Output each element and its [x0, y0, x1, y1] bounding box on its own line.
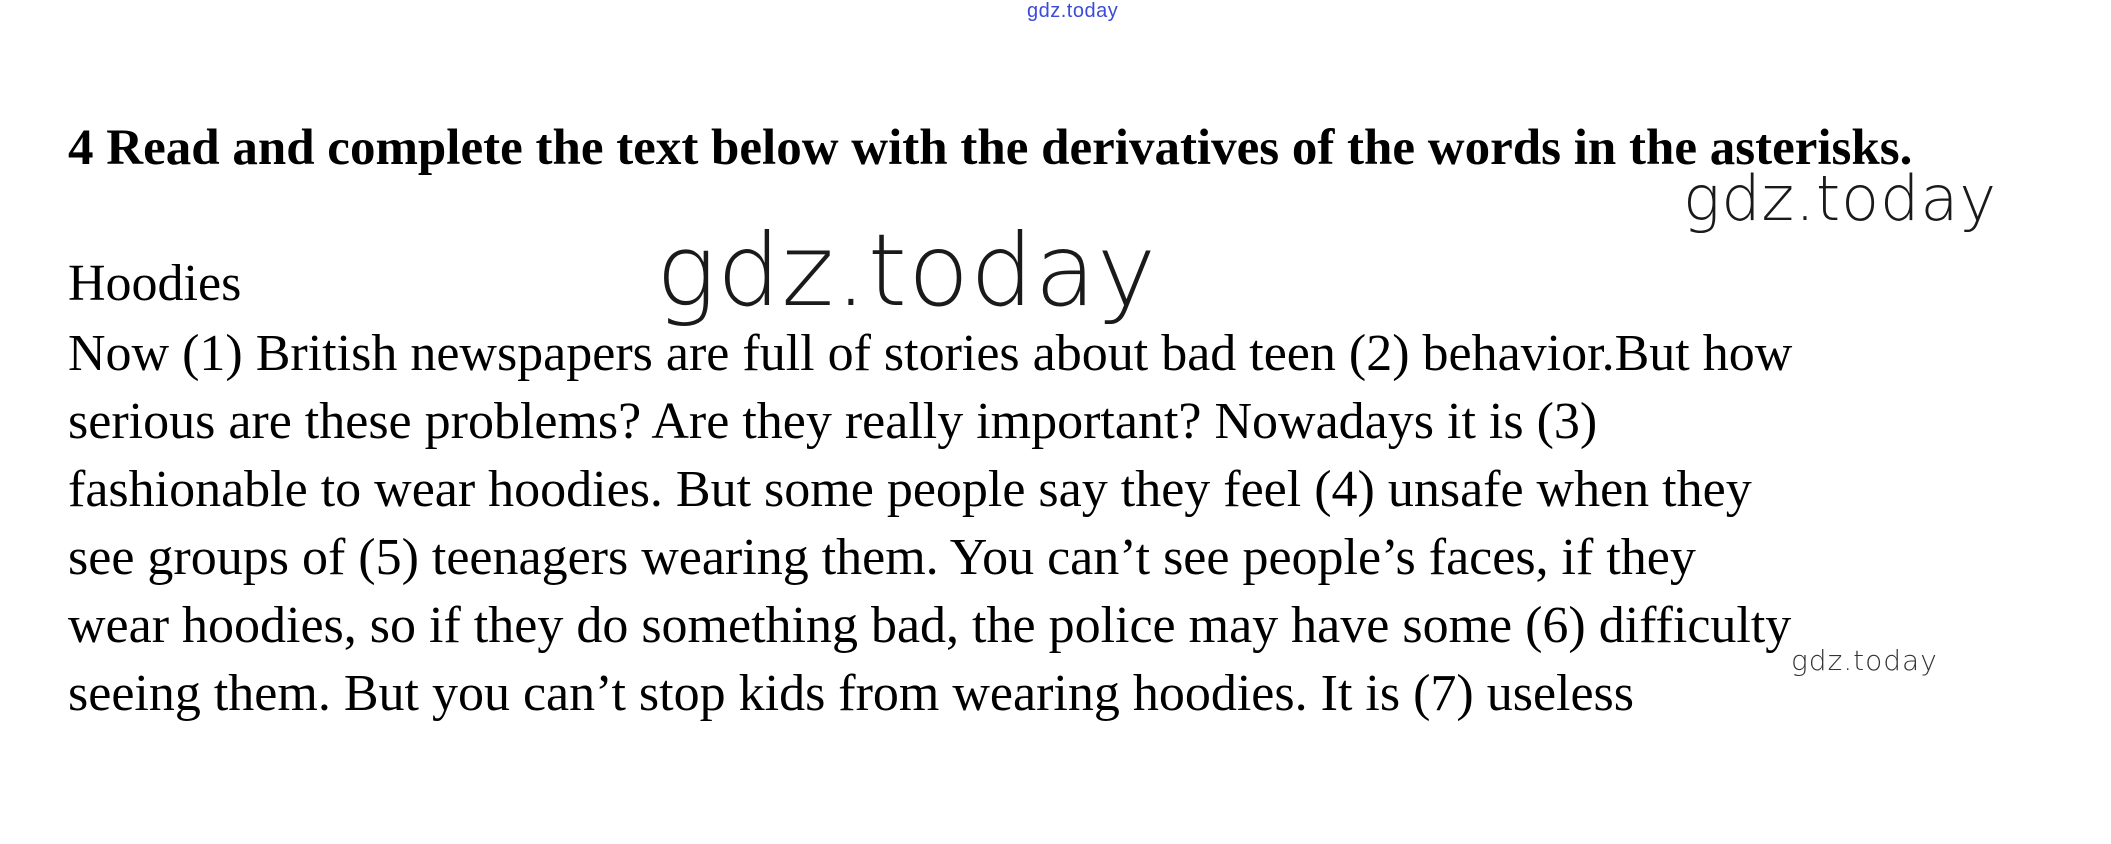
watermark-small: gdz.today — [1791, 644, 1938, 677]
passage-line: wear hoodies, so if they do something bad, the police may have some (6) difficulty — [68, 597, 1792, 654]
passage-line: Now (1) British newspapers are full of stories about bad teen (2) behavior.But how — [68, 325, 1793, 382]
passage-line: see groups of (5) teenagers wearing them. You can’t see people’s faces, if they — [68, 529, 1696, 586]
header-watermark: gdz.today — [1027, 0, 1119, 22]
task-instruction-heading: 4 Read and complete the text below with the derivatives of the words in the asterisks. — [68, 120, 1913, 176]
passage-line: serious are these problems? Are they really important? Nowadays it is (3) — [68, 393, 1598, 450]
passage-line: seeing them. But you can’t stop kids from wearing hoodies. It is (7) useless — [68, 665, 1635, 722]
text-title: Hoodies — [68, 255, 242, 312]
watermark-top-right: gdz.today — [1683, 162, 1998, 235]
watermark-large: gdz.today — [656, 212, 1158, 329]
passage-line: fashionable to wear hoodies. But some people say they feel (4) unsafe when they — [68, 461, 1752, 518]
